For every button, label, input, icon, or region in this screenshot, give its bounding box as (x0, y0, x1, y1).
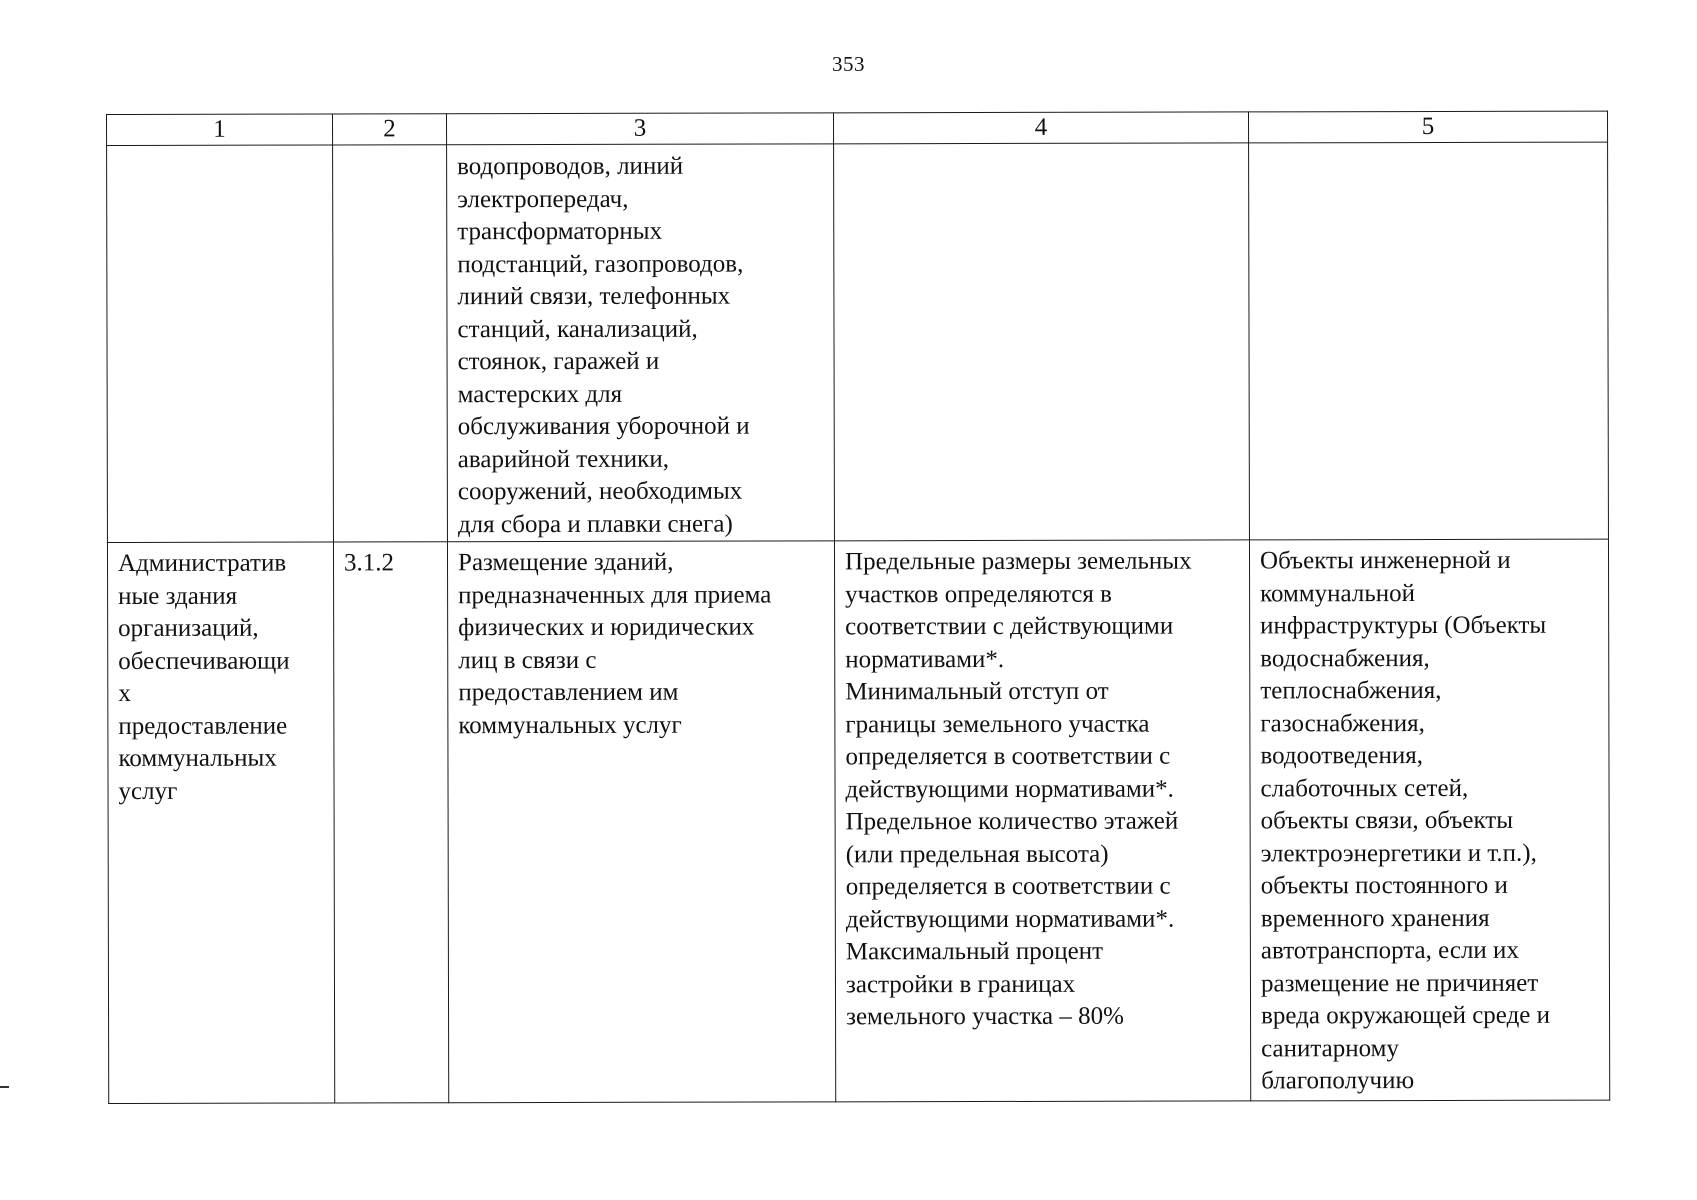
column-header-5: 5 (1248, 111, 1607, 143)
parameters-text: Предельные размеры земельных участков определяются в соответствии с действующими нормативами*. Минимальный отступ от границы земельного участка определяется в соответствии с действующими нормативами*. Предельное количество этажей (или предельная высота) определяется в соответствии с действующими нормативами*. Максимальный процент застройки в границах земельного участка – 80% (844, 547, 1192, 1031)
cell-auxiliary-uses (1249, 539, 1609, 1101)
cell-description (447, 144, 835, 542)
margin-mark (0, 1086, 9, 1088)
column-header-1: 1 (107, 114, 333, 146)
regulations-table (106, 111, 1610, 1104)
use-type-text: Административ ные здания организаций, обеспечивающи х предоставление коммунальных услуг (117, 549, 290, 805)
cell-use-type (107, 542, 334, 1104)
cell-use-type (107, 145, 334, 543)
column-header-3: 3 (447, 113, 834, 145)
cell-code (333, 542, 448, 1103)
column-header-2: 2 (333, 114, 447, 145)
cell-parameters (834, 540, 1250, 1102)
use-code-text: 3.1.2 (343, 549, 395, 577)
table-header-row (107, 111, 1608, 145)
auxiliary-uses-text: Объекты инженерной и коммунальной инфраструктуры (Объекты водоснабжения, теплоснабжения, газоснабжения, водоотведения, слаботочных сетей, объекты связи, объекты электроэнергетики и т.п.), объекты постоянного и временного хранения автотранспорта, если их размещение не причиняет вреда окружающей среде и санитарному благополучию (1259, 546, 1551, 1095)
cell-auxiliary-uses (1249, 142, 1609, 540)
cell-description (447, 541, 835, 1103)
cell-code (333, 145, 448, 542)
table-row-administrative-buildings (107, 539, 1609, 1103)
continued-description-text: водопроводов, линий электропередач, трансформаторных подстанций, газопроводов, линий связи, телефонных станций, канализаций, стоянок, гаражей и мастерских для обслуживания уборочной и аварийной техники, сооружений, необходимых для сбора и плавки снега) (457, 152, 750, 538)
description-text: Размещение зданий, предназначенных для приема физических и юридических лиц в связи с предоставлением им коммунальных услуг (457, 548, 772, 739)
table-row-continuation (107, 142, 1609, 542)
page-number: 353 (832, 52, 865, 76)
cell-parameters (834, 143, 1250, 541)
column-header-4: 4 (833, 112, 1248, 144)
